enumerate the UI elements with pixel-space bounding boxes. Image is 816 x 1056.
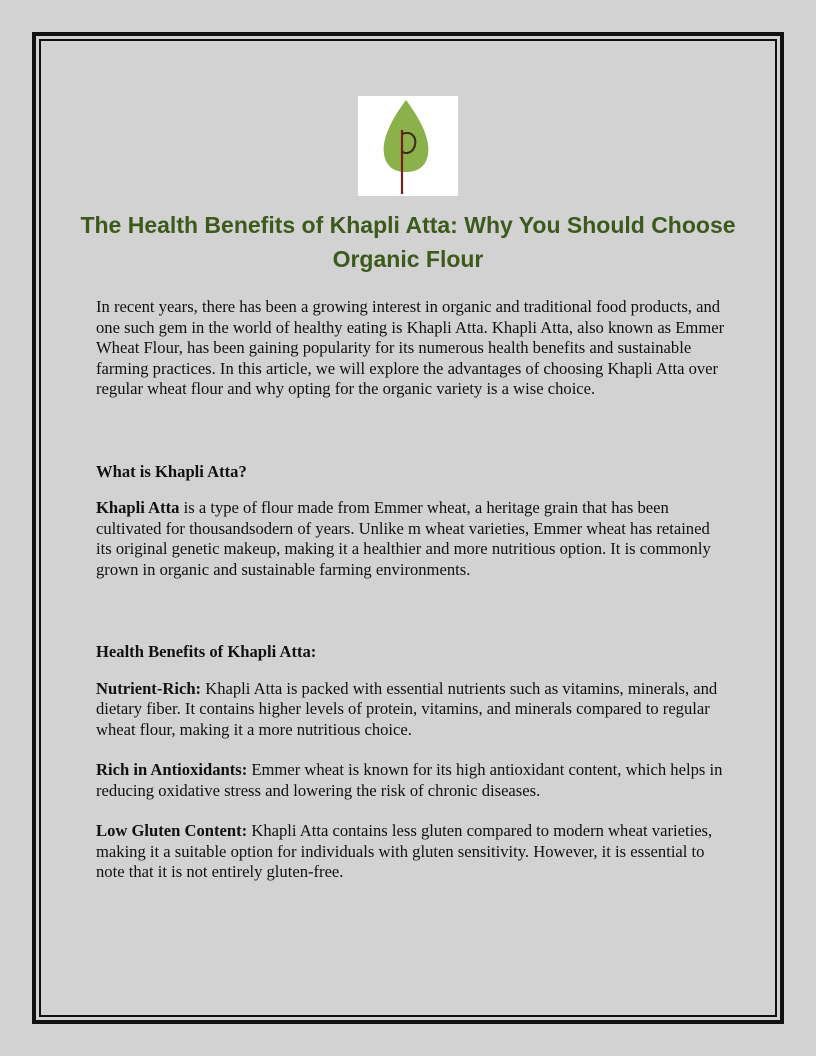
section-heading-benefits: Health Benefits of Khapli Atta:	[96, 642, 317, 661]
benefit-text: Khapli Atta contains less gluten compared to modern wheat varieties, making it a suitable option for individuals with gluten sensitivity. However, it is essential to note that it is not entirely gluten-free.	[96, 821, 713, 881]
page-title: The Health Benefits of Khapli Atta: Why You Should Choose Organic Flour	[80, 212, 736, 272]
intro-paragraph: In recent years, there has been a growing interest in organic and traditional food products, and one such gem in the world of healthy eating is Khapli Atta. Khapli Atta, also known as Emmer Wheat Flour, has been gaining popularity for its numerous health benefits and sustainable farming practices. In this article, we will explore the advantages of choosing Khapli Atta over regular wheat flour and why opting for the organic variety is a wise choice.	[96, 297, 725, 398]
leaf-p-logo-icon	[358, 96, 458, 196]
section-heading-what-is: What is Khapli Atta?	[96, 461, 247, 481]
what-is-lead: Khapli Atta	[96, 498, 180, 517]
what-is-text: is a type of flour made from Emmer wheat, a heritage grain that has been cultivated for thousandsodern of years. Unlike m wheat varieties, Emmer wheat has retained its original genetic makeup, making it a healthier and more nutritious option. It is commonly grown in organic and sustainable farming environments.	[96, 498, 711, 579]
benefit-item	[96, 679, 726, 741]
benefit-text: Emmer wheat is known for its high antioxidant content, which helps in reducing oxidative stress and lowering the risk of chronic diseases.	[96, 760, 723, 800]
benefit-label: Rich in Antioxidants:	[96, 760, 248, 779]
benefit-text: Khapli Atta is packed with essential nutrients such as vitamins, minerals, and dietary fiber. It contains higher levels of protein, vitamins, and minerals compared to regular wheat flour, making it a more nutritious choice.	[96, 678, 718, 739]
benefit-label: Low Gluten Content:	[96, 821, 248, 840]
article-body	[96, 297, 726, 883]
what-is-paragraph	[96, 498, 726, 580]
benefit-label: Nutrient-Rich:	[96, 678, 202, 698]
benefit-item	[96, 821, 726, 883]
benefit-item	[96, 760, 726, 801]
